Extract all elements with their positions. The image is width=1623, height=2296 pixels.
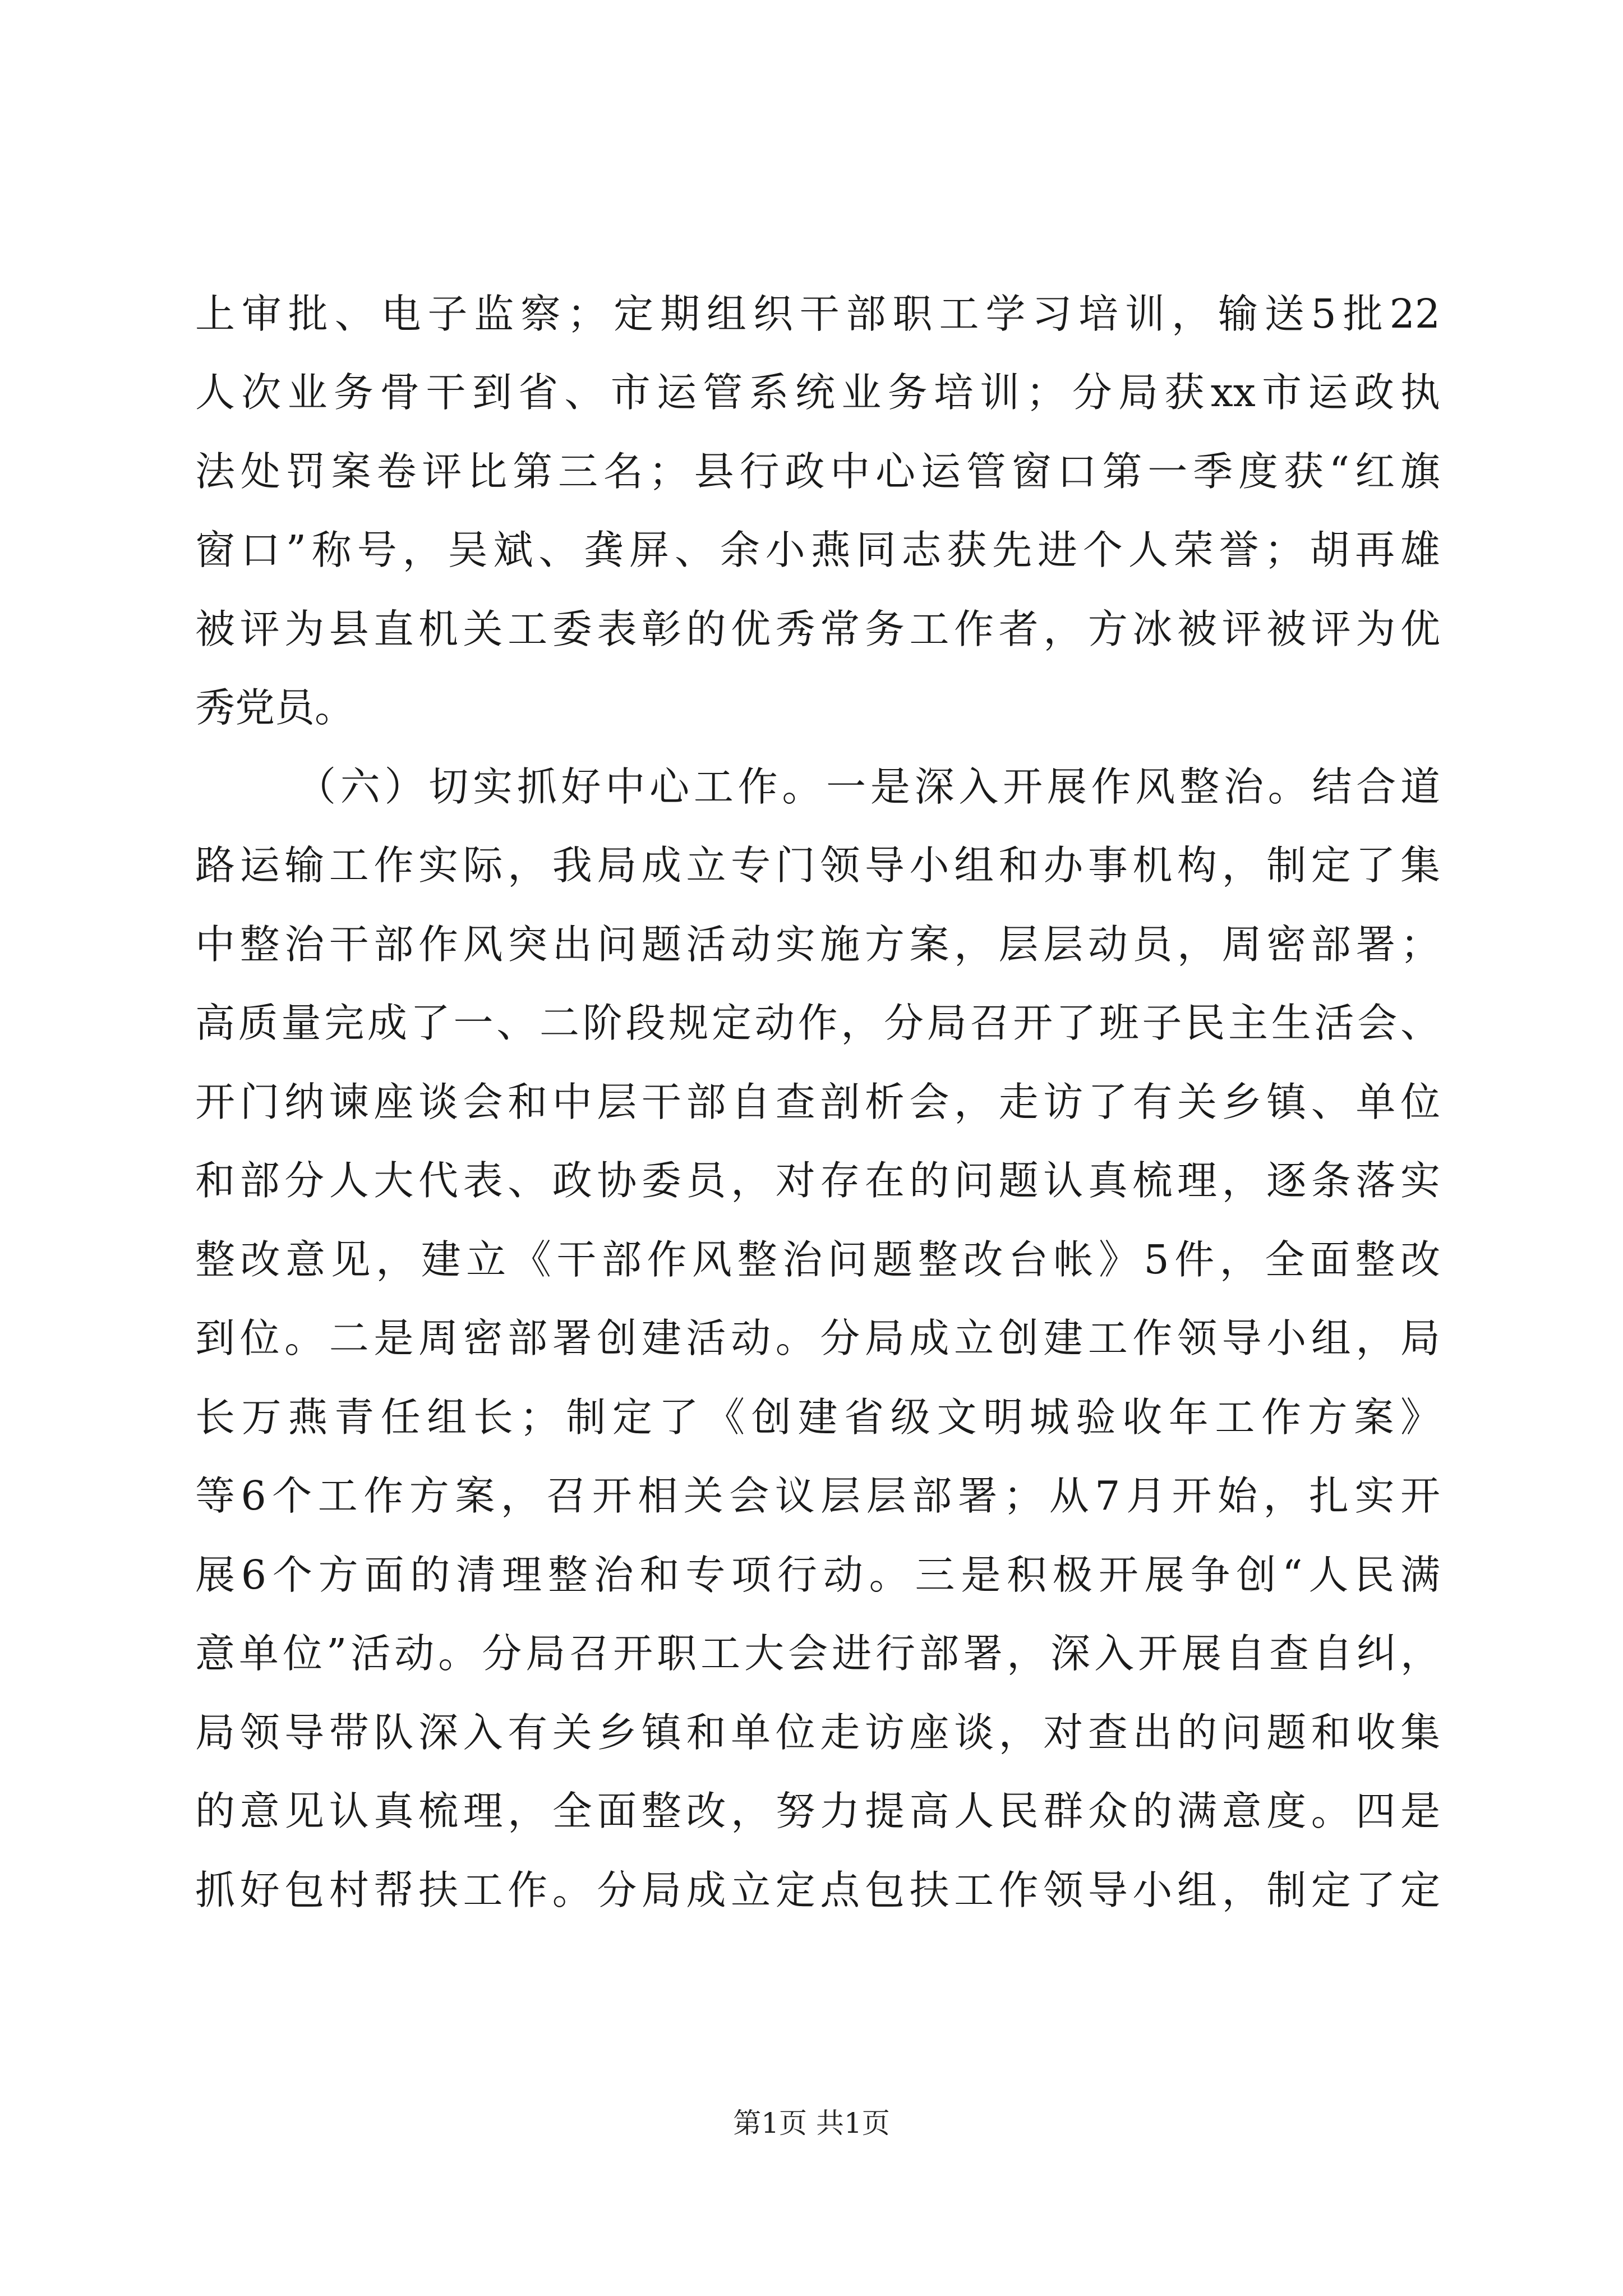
paragraph-line: 上审批、电子监察；定期组织干部职工学习培训，输送5批22 (195, 291, 1440, 337)
paragraph-line: 抓好包村帮扶工作。分局成立定点包扶工作领导小组，制定了定 (195, 1867, 1440, 1913)
paragraph-line: 意单位”活动。分局召开职工大会进行部署，深入开展自查自纠， (195, 1630, 1440, 1677)
paragraph-line: 整改意见，建立《干部作风整治问题整改台帐》5件，全面整改 (195, 1236, 1440, 1283)
paragraph-line: 路运输工作实际，我局成立专门领导小组和办事机构，制定了集 (195, 842, 1440, 889)
paragraph-line: 长万燕青任组长；制定了《创建省级文明城验收年工作方案》 (195, 1394, 1440, 1441)
paragraph-line: 窗口”称号，吴斌、龚屏、余小燕同志获先进个人荣誉；胡再雄 (195, 527, 1440, 573)
paragraph-line: 的意见认真梳理，全面整改，努力提高人民群众的满意度。四是 (195, 1788, 1440, 1834)
paragraph-line: 到位。二是周密部署创建活动。分局成立创建工作领导小组，局 (195, 1315, 1440, 1361)
paragraph-line: 被评为县直机关工委表彰的优秀常务工作者，方冰被评被评为优 (195, 606, 1440, 652)
paragraph-line: （六）切实抓好中心工作。一是深入开展作风整治。结合道 (296, 763, 1440, 810)
paragraph-line: 法处罚案卷评比第三名；县行政中心运管窗口第一季度获“红旗 (195, 448, 1440, 495)
paragraph-line: 等6个工作方案，召开相关会议层层部署；从7月开始，扎实开 (195, 1473, 1440, 1519)
paragraph-line: 高质量完成了一、二阶段规定动作，分局召开了班子民主生活会、 (195, 1000, 1440, 1046)
paragraph-line: 展6个方面的清理整治和专项行动。三是积极开展争创“人民满 (195, 1552, 1440, 1598)
paragraph-line: 和部分人大代表、政协委员，对存在的问题认真梳理，逐条落实 (195, 1157, 1440, 1204)
paragraph-line: 中整治干部作风突出问题活动实施方案，层层动员，周密部署； (195, 921, 1440, 968)
paragraph-line: 开门纳谏座谈会和中层干部自查剖析会，走访了有关乡镇、单位 (195, 1079, 1440, 1125)
paragraph-line: 局领导带队深入有关乡镇和单位走访座谈，对查出的问题和收集 (195, 1709, 1440, 1756)
page-footer: 第1页 共1页 (733, 2107, 890, 2139)
paragraph-line: 秀党员。 (195, 684, 355, 731)
paragraph-line: 人次业务骨干到省、市运管系统业务培训；分局获xx市运政执 (195, 369, 1440, 416)
